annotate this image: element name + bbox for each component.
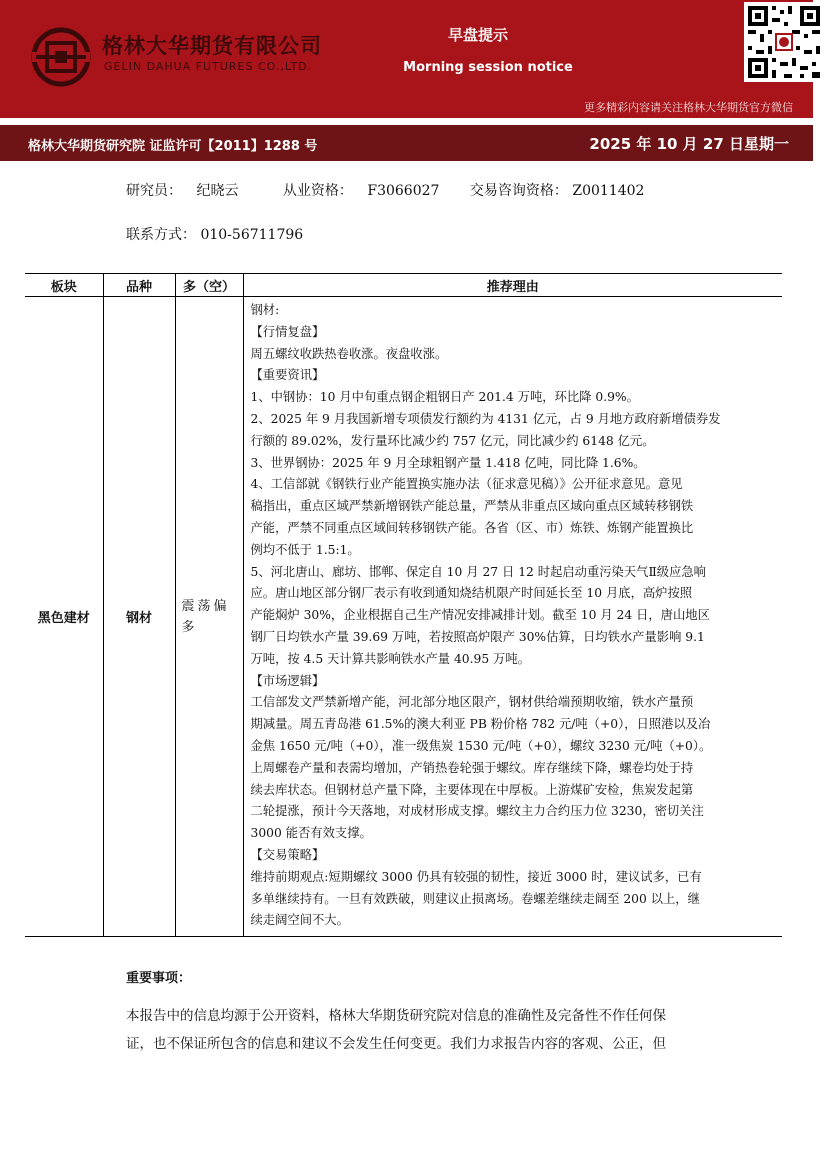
reason-cell [243, 297, 782, 937]
reason-line: 【行情复盘】 [250, 324, 325, 339]
report-date: 2025 年 10 月 27 日星期一 [589, 135, 789, 153]
reason-line: 3000 能否有效支撑。 [250, 826, 372, 841]
researcher-label: 研究员： [126, 183, 182, 199]
reason-line: 多单继续持有。一旦有效跌破，则建议止损离场。卷螺差继续走阔至 200 以上，继 [250, 891, 700, 906]
reason-line: 【市场逻辑】 [250, 673, 325, 688]
qualification-label: 从业资格： [282, 183, 353, 199]
institute-bar [0, 125, 813, 161]
company-logo-icon [30, 26, 92, 88]
reason-line: 工信部发文严禁新增产能，河北部分地区限产，钢材供给端预期收缩，铁水产量预 [250, 695, 694, 710]
reason-line: 5、河北唐山、廊坊、邯郸、保定自 10 月 27 日 12 时起启动重污染天气Ⅱ级应急响 [250, 564, 706, 579]
reason-line: 续走阔空间不大。 [250, 913, 349, 928]
reason-line: 2、2025 年 9 月我国新增专项债发行额约为 4131 亿元，占 9 月地方政府新增债券发 [250, 411, 721, 426]
qualification-number: F3066027 [367, 183, 440, 199]
reason-line: 【交易策略】 [250, 847, 325, 862]
variety-cell: 钢材 [103, 297, 175, 937]
reason-line: 万吨，按 4.5 天计算共影响铁水产量 40.95 万吨。 [250, 651, 530, 666]
disclaimer-line: 证，也不保证所包含的信息和建议不会发生任何变更。我们力求报告内容的客观、公正，但 [126, 1036, 666, 1052]
consult-number: Z0011402 [572, 183, 645, 199]
header-direction: 多（空） [175, 274, 243, 297]
contact-info [126, 224, 303, 244]
reason-line: 钢厂日均铁水产量 39.69 万吨，若按照高炉限产 30%估算，日均铁水产量影响 9.1 [250, 629, 705, 644]
table-row [25, 297, 782, 937]
reason-line: 二轮提涨，预计今天落地，对成材形成支撑。螺纹主力合约压力位 3230，密切关注 [250, 804, 704, 819]
disclaimer-title: 重要事项： [126, 971, 192, 986]
reason-line: 金焦 1650 元/吨（+0），准一级焦炭 1530 元/吨（+0），螺纹 3230 元/吨（+0）。 [250, 738, 712, 753]
reason-line: 1、中钢协：10 月中旬重点钢企粗钢日产 201.4 万吨，环比降 0.9%。 [250, 390, 639, 405]
reason-line: 行额的 89.02%，发行量环比减少约 757 亿元，同比减少约 6148 亿元。 [250, 433, 655, 448]
table-header-row [25, 274, 782, 297]
reason-line: 应。唐山地区部分钢厂表示有收到通知烧结机限产时间延长至 10 月底，高炉按照 [250, 586, 693, 601]
notice-title-en: Morning session notice [403, 60, 573, 75]
reason-line: 钢材: [250, 303, 280, 317]
company-name-en: GELIN DAHUA FUTURES CO.,LTD. [104, 60, 313, 73]
reason-line: 【重要资讯】 [250, 368, 325, 383]
reason-line: 3、世界钢协：2025 年 9 月全球粗钢产量 1.418 亿吨，同比降 1.6%。 [250, 455, 646, 470]
reason-line: 稿指出，重点区域严禁新增钢铁产能总量，严禁从非重点区域向重点区域转移钢铁 [250, 499, 694, 514]
sector-cell: 黑色建材 [25, 297, 103, 937]
reason-line: 维持前期观点:短期螺纹 3000 仍具有较强的韧性，接近 3000 时，建议试多，已有 [250, 869, 702, 884]
header-reason: 推荐理由 [243, 274, 782, 297]
reason-line: 期减量。周五青岛港 61.5%的澳大利亚 PB 粉价格 782 元/吨（+0），日照港以及冶 [250, 717, 711, 732]
institute-license: 格林大华期货研究院 证监许可【2011】1288 号 [28, 139, 318, 154]
contact-label: 联系方式： [126, 227, 196, 243]
reason-line: 周五螺纹收跌热卷收涨。夜盘收涨。 [250, 346, 448, 361]
header-banner [0, 0, 813, 118]
wechat-note: 更多精彩内容请关注格林大华期货官方微信 [584, 101, 793, 114]
disclaimer-text [126, 1002, 706, 1058]
reason-line: 产能，严禁不同重点区域间转移钢铁产能。各省（区、市）炼铁、炼钢产能置换比 [250, 520, 694, 535]
qr-code-icon [744, 2, 824, 82]
notice-title-cn: 早盘提示 [447, 26, 508, 44]
direction-cell: 震荡偏多 [175, 297, 243, 937]
reason-line: 4、工信部就《钢铁行业产能置换实施办法（征求意见稿）》公开征求意见。意见 [250, 477, 683, 492]
reason-line: 产能焖炉 30%，企业根据自己生产情况安排减排计划。截至 10 月 24 日，唐山地区 [250, 608, 710, 623]
recommendation-table [25, 273, 782, 937]
header-variety: 品种 [103, 274, 175, 297]
header-sector: 板块 [25, 274, 103, 297]
reason-line: 续去库状态。但钢材总产量下降，主要体现在中厚板。上游煤矿安检，焦炭发起第 [250, 782, 694, 797]
researcher-info [126, 180, 644, 200]
disclaimer-line: 本报告中的信息均源于公开资料，格林大华期货研究院对信息的准确性及完备性不作任何保 [126, 1008, 666, 1024]
researcher-name: 纪晓云 [196, 183, 239, 199]
consult-label: 交易咨询资格： [469, 183, 568, 199]
contact-number: 010-56711796 [200, 227, 304, 243]
company-name-cn: 格林大华期货有限公司 [102, 34, 322, 58]
reason-line: 例均不低于 1.5:1。 [250, 542, 360, 557]
reason-line: 上周螺卷产量和表需均增加，产销热卷轮强于螺纹。库存继续下降，螺卷均处于持 [250, 760, 694, 775]
